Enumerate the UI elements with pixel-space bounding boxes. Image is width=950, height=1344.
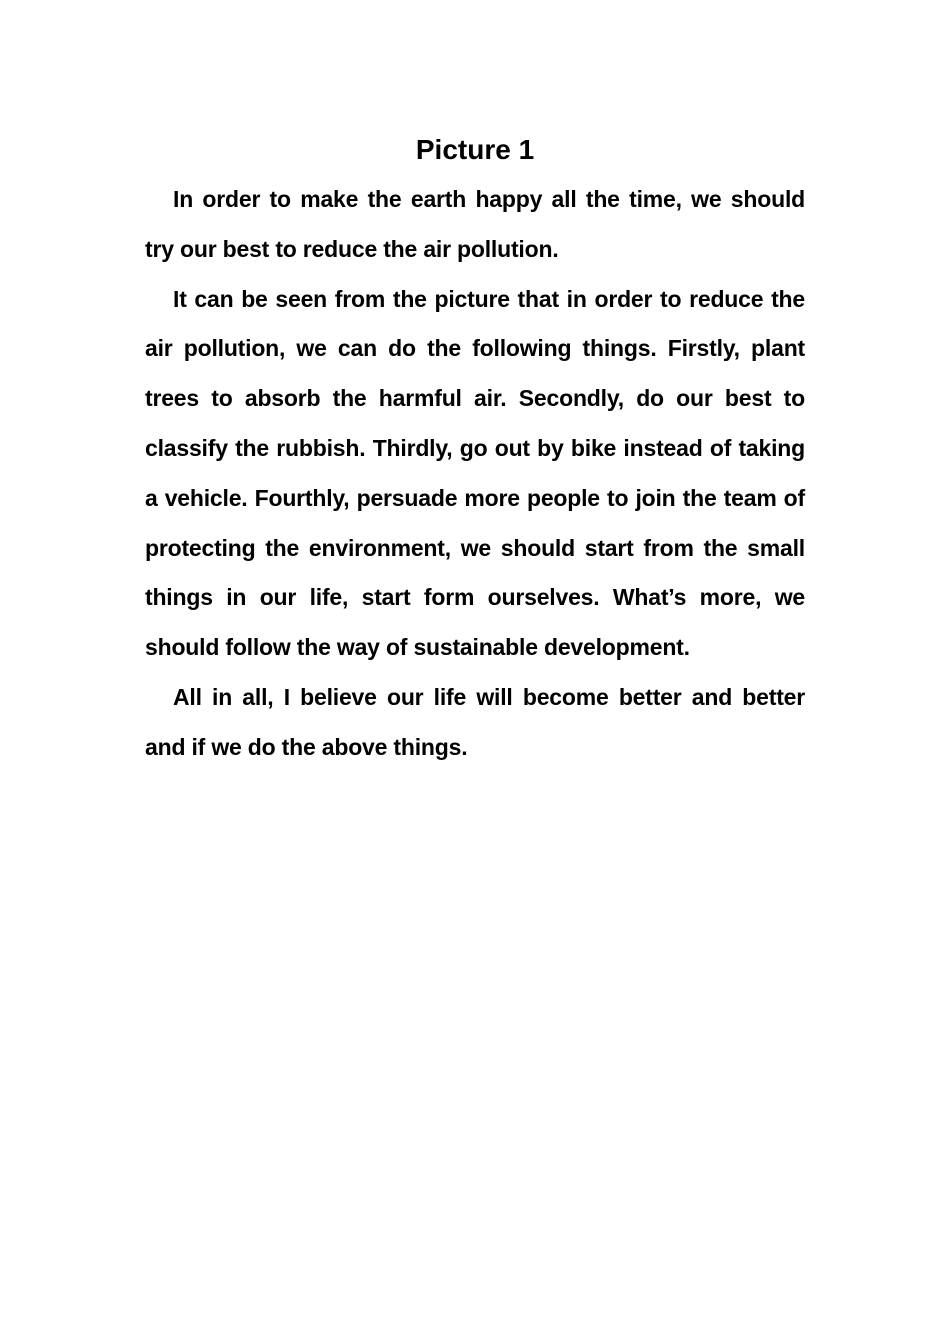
paragraph-main: It can be seen from the picture that in order to reduce the air pollution, we can do the following things. Firstly, plant trees to absorb the harmful air. Secondly, do our best to classify the rubbish. Thirdly, go out by bike instead of taking a vehicle. Fourthly, persuade more people to join the team of protecting the environment, we should start from the small things in our life, start form ourselves. What’s more, we should follow the way of sustainable development. — [145, 285, 805, 661]
document-content — [145, 130, 805, 773]
paragraph-conclusion: All in all, I believe our life will become better and better and if we do the above things. — [145, 683, 805, 760]
paragraph-intro: In order to make the earth happy all the time, we should try our best to reduce the air pollution. — [145, 186, 805, 262]
document-body — [145, 175, 805, 773]
document-title: Picture 1 — [415, 134, 535, 165]
